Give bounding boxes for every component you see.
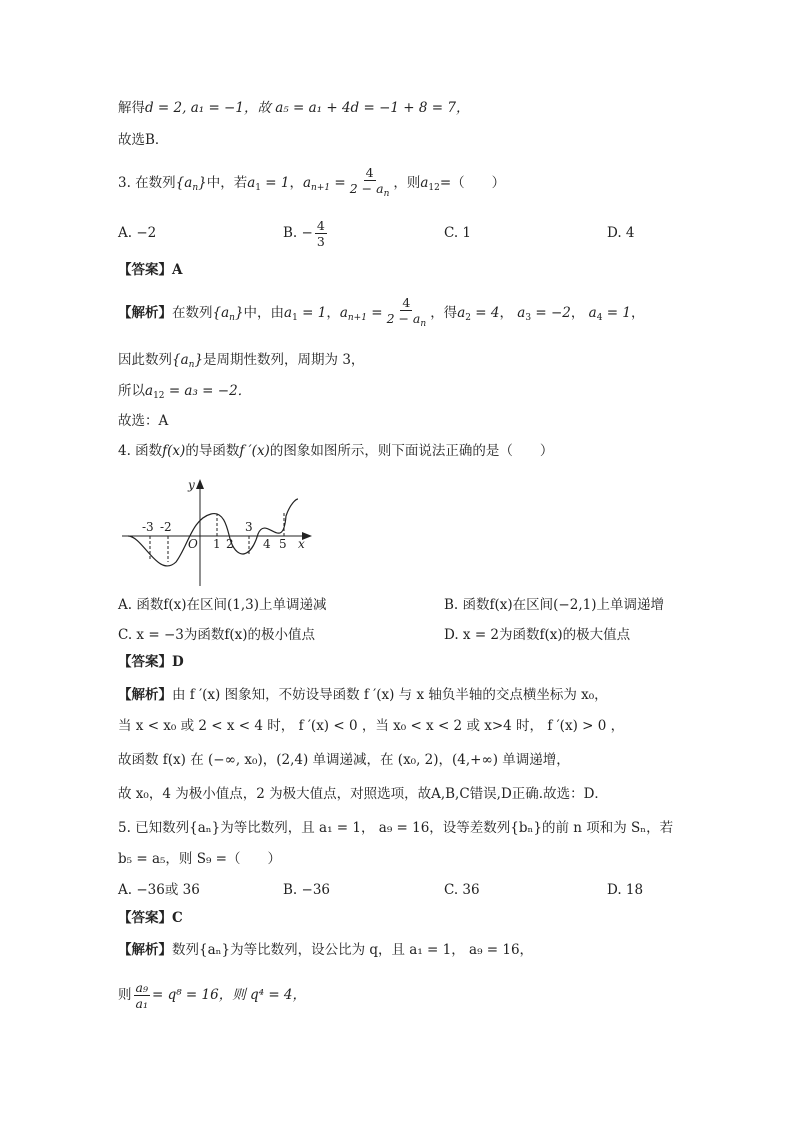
q5-option-a: A. −36或 36 [118, 882, 200, 898]
tick-label-minus-3: -3 [142, 520, 154, 534]
q3-option-b-prefix: B. − [283, 225, 313, 241]
y-axis-arrow [196, 479, 204, 489]
q3-analysis-2: 因此数列$\{a_n\}$是周期性数列，周期为 3， [118, 352, 365, 370]
q3-analysis-end: ，得 [430, 305, 458, 321]
solution-line-1 [118, 98, 469, 118]
q3-option-b-num: 4 [316, 218, 325, 233]
q4-analysis-4: 故 x₀，4 为极小值点，2 为极大值点，对照选项，故A,B,C错误,D正确.故选：D． [118, 786, 608, 802]
q3-frac-num: 4 [365, 165, 374, 180]
solution-math: d = 2, a₁ = −1，故 a₅ = a₁ + 4d = −1 + 8 = 7， [145, 100, 470, 116]
q4-analysis-3: 故函数 f(x) 在 (−∞, x₀)，(2,4) 单调递减，在 (x₀, 2)，(4,+∞) 单调递增， [118, 752, 570, 768]
q3-analysis-tag: 【解析】 [118, 305, 172, 321]
tick-label-4: 4 [263, 537, 271, 551]
tick-label-3: 3 [245, 520, 253, 534]
q4-stem: 4. 函数f(x)的导函数f ′(x)的图象如图所示，则下面说法正确的是（ ） [118, 443, 554, 459]
q4-stem-mid1: 的导函数 [185, 443, 240, 459]
q3-fraction: $\frac{4}{2 - a_n}$ [349, 165, 390, 199]
q5-stem-2: b₅ = a₅，则 S₉ =（ ） [118, 851, 281, 867]
q3-stem-end: ，则 [393, 175, 421, 191]
q3-analysis-3: 所以$a_{12} = a_3 = -2$． [118, 383, 252, 401]
q3-option-b-den: 3 [316, 234, 325, 249]
q5-answer: 【答案】C [118, 910, 183, 926]
q5-option-d: D. 18 [607, 882, 644, 898]
q4-analysis-1-text: 由 f ′(x) 图象知，不妨设导函数 f ′(x) 与 x 轴负半轴的交点横坐标为 x₀， [172, 687, 608, 703]
tick-label-2: 2 [226, 537, 234, 551]
q5-analysis-2-rest: = q⁸ = 16，则 q⁴ = 4， [151, 987, 307, 1003]
q4-answer: 【答案】D [118, 654, 184, 670]
q3-stem-mid: 中，若 [206, 175, 248, 191]
q4-option-a: A. 函数f(x)在区间(1,3)上单调递减 [118, 597, 327, 613]
tick-label-1: 1 [213, 537, 221, 551]
y-axis-label: y [188, 478, 195, 492]
q4-analysis-2: 当 x < x₀ 或 2 < x < 4 时， f ′(x) < 0 ，当 x₀ < x < 2 或 x>4 时， f ′(x) > 0 ， [118, 718, 625, 734]
tick-label-minus-2: -2 [160, 520, 172, 534]
q3-analysis-mid: 中，由 [243, 305, 285, 321]
q3-stem-prefix: 3. 在数列 [118, 175, 176, 191]
q3-analysis-4: 故选：A [118, 413, 169, 429]
q5-analysis-1-text: 数列{aₙ}为等比数列，设公比为 q，且 a₁ = 1， a₉ = 16， [172, 942, 534, 958]
q5-analysis-2-prefix: 则 [118, 987, 132, 1003]
q5-option-b: B. −36 [283, 882, 330, 898]
q4-analysis-1 [118, 685, 608, 705]
q5-analysis-tag: 【解析】 [118, 942, 172, 958]
q4-option-d: D. x = 2为函数f(x)的极大值点 [444, 627, 631, 643]
q3-option-d: D. 4 [607, 225, 635, 241]
q4-analysis-tag: 【解析】 [118, 687, 172, 703]
q5-frac-den: a₁ [135, 996, 148, 1011]
q4-option-b: B. 函数f(x)在区间(−2,1)上单调递增 [444, 597, 664, 613]
q4-stem-mid2: 的图象如图所示，则下面说法正确的是（ ） [269, 443, 554, 459]
q3-analysis-text: 在数列 [172, 305, 213, 321]
q3-answer: 【答案】A [118, 262, 183, 278]
q4-option-c: C. x = −3为函数f(x)的极小值点 [118, 627, 315, 643]
q3-analysis-3-math: = a₃ = −2． [168, 383, 252, 399]
q3-blank: =（ ） [439, 175, 506, 191]
derivative-graph [118, 474, 328, 589]
q3-analysis-1: 【解析】在数列$\{a_n\}$中，由$a_1 = 1$，$a_{n+1}$ = $\frac{4}{2 - a_n}$ ，得$a_2 = 4$， $a_3 = -2$， $a_4 = 1$， [118, 295, 645, 329]
q3-analysis-3-prefix: 所以 [118, 383, 145, 399]
q3-option-b [283, 212, 329, 254]
q5-stem-1: 5. 已知数列{aₙ}为等比数列，且 a₁ = 1， a₉ = 16，设等差数列{bₙ}的前 n 项和为 Sₙ，若 [118, 820, 674, 836]
q3-analysis-2-text: 是周期性数列，周期为 3， [203, 352, 365, 368]
solution-prefix: 解得 [118, 100, 145, 116]
q3-stem: 3. 在数列$\{a_n\}$中，若$a_1 = 1$，$a_{n+1}$ = $\frac{4}{2 - a_n}$ ，则$a_{12}=$（ ） [118, 165, 505, 204]
q5-option-c: C. 36 [444, 882, 480, 898]
tick-label-5: 5 [279, 537, 287, 551]
q4-stem-prefix: 4. 函数 [118, 443, 163, 459]
x-axis-label: x [298, 537, 305, 551]
q5-frac-num: a₉ [135, 980, 148, 995]
q3-option-a: A. −2 [118, 225, 157, 241]
solution-line-2: 故选B． [118, 132, 169, 148]
q3-analysis-2-prefix: 因此数列 [118, 352, 172, 368]
q3-option-c: C. 1 [444, 225, 472, 241]
q5-analysis-2 [118, 978, 306, 1012]
origin-label: O [188, 537, 198, 551]
q5-analysis-1 [118, 940, 533, 960]
